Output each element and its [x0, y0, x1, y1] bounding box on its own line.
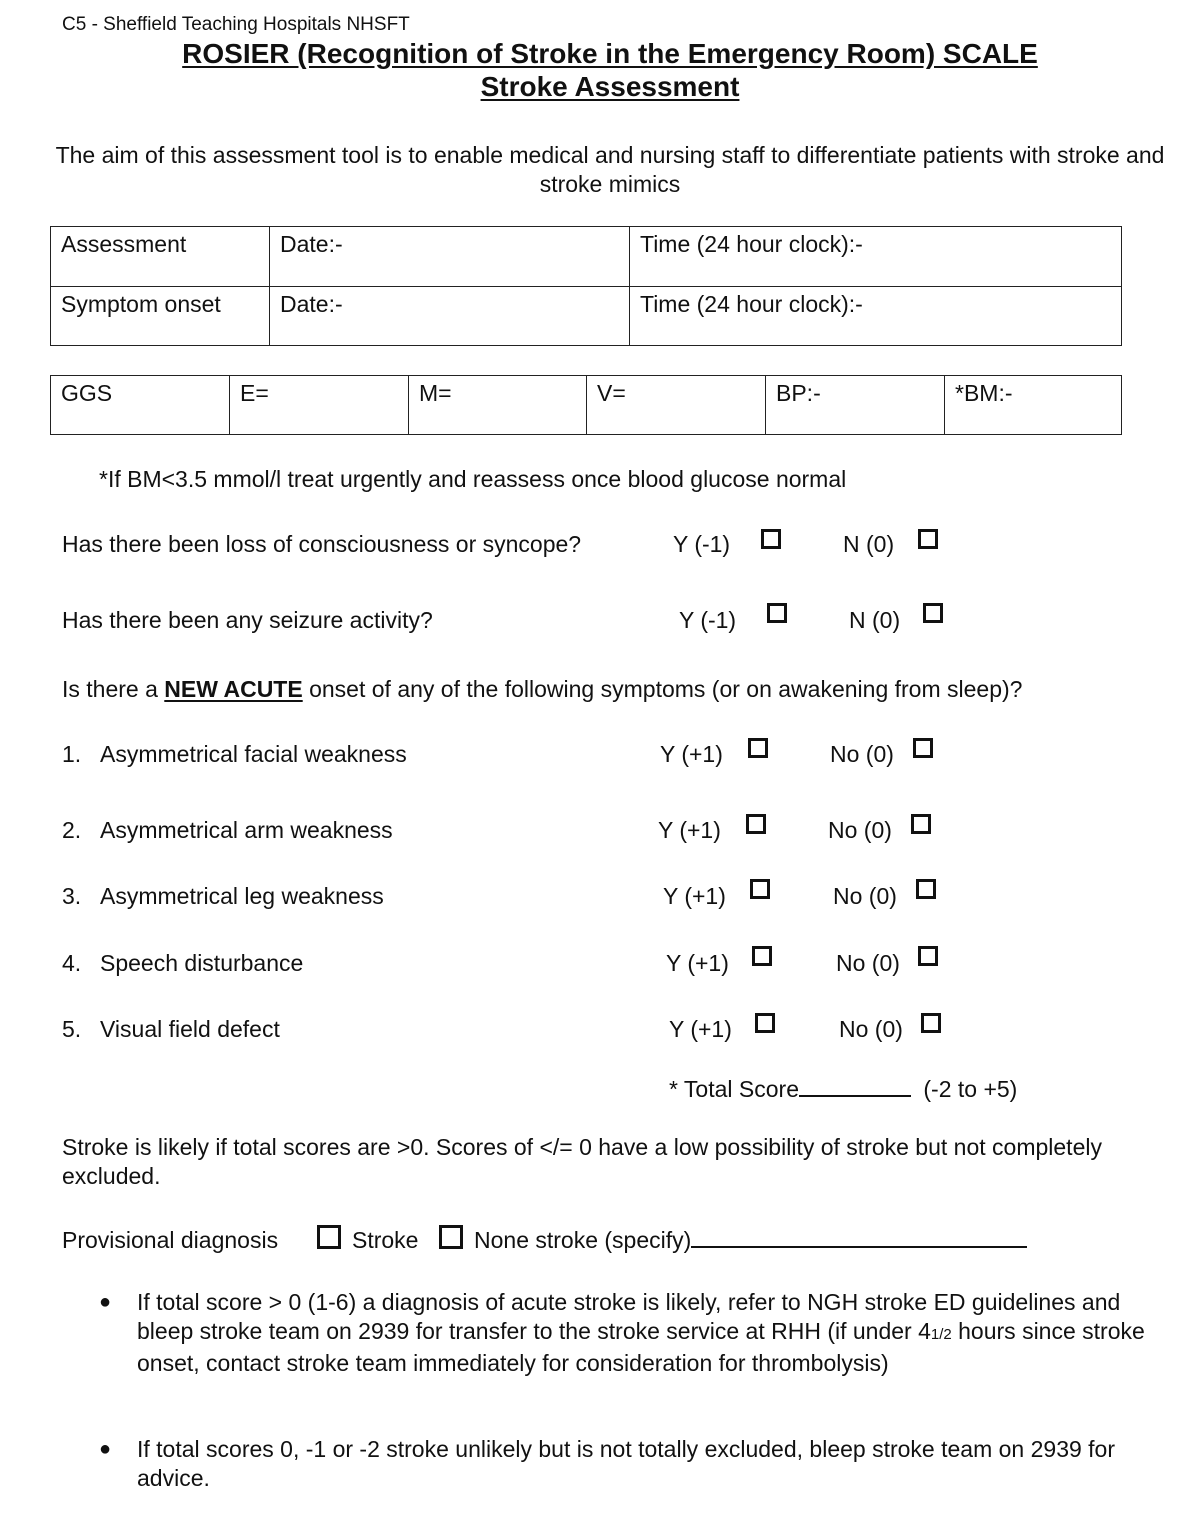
symptom-3-no-label: No (0)	[833, 883, 897, 909]
seizure-yes-label: Y (-1)	[679, 607, 737, 633]
symptom-item	[62, 741, 407, 768]
symptom-number: 3.	[62, 883, 82, 909]
symptom-item	[62, 883, 384, 910]
diagnosis-stroke-checkbox[interactable]	[317, 1225, 341, 1249]
header-organisation: C5 - Sheffield Teaching Hospitals NHSFT	[62, 14, 410, 35]
symptom-1-yes-checkbox[interactable]	[748, 738, 768, 758]
acute-prompt-after: onset of any of the following symptoms (or on awakening from sleep)?	[302, 676, 1023, 702]
consciousness-no-label: N (0)	[843, 531, 895, 557]
vitals-table	[50, 375, 1122, 435]
bullet-1-text-a: If total score > 0 (1-6) a diagnosis of acute stroke is likely, refer to NGH stroke ED guidelines and bleep stroke team on 2939 for transfer to the stroke service at RHH (if under 4	[137, 1289, 1121, 1344]
diagnosis-specify-blank[interactable]	[691, 1228, 1027, 1248]
symptom-5-no-checkbox[interactable]	[921, 1013, 941, 1033]
seizure-no-option[interactable]	[849, 607, 900, 634]
symptom-2-no-label: No (0)	[828, 817, 892, 843]
page-subtitle: Stroke Assessment	[480, 71, 740, 102]
symptom-4-no-option[interactable]	[836, 950, 900, 977]
symptom-number: 1.	[62, 741, 82, 767]
question-consciousness: Has there been loss of consciousness or syncope?	[62, 531, 582, 557]
symptom-text: Asymmetrical arm weakness	[100, 817, 393, 843]
symptom-5-no-option[interactable]	[839, 1016, 903, 1043]
acute-onset-prompt	[62, 676, 1022, 703]
symptom-2-yes-checkbox[interactable]	[746, 814, 766, 834]
onset-time-field[interactable]: Time (24 hour clock):-	[630, 287, 1122, 346]
symptom-4-yes-option[interactable]	[666, 950, 729, 977]
symptom-2-no-checkbox[interactable]	[911, 814, 931, 834]
symptom-text: Asymmetrical leg weakness	[100, 883, 384, 909]
diagnosis-non-stroke-checkbox[interactable]	[439, 1225, 463, 1249]
timing-table	[50, 226, 1122, 346]
blood-glucose-field[interactable]: *BM:-	[945, 376, 1122, 435]
guidance-bullet-1	[137, 1288, 1167, 1378]
consciousness-no-option[interactable]	[843, 531, 894, 558]
symptom-3-no-option[interactable]	[833, 883, 897, 910]
timing-row-onset	[51, 287, 1122, 346]
symptom-3-yes-option[interactable]	[663, 883, 726, 910]
symptom-1-yes-option[interactable]	[660, 741, 723, 768]
symptom-5-yes-label: Y (+1)	[669, 1016, 732, 1042]
onset-date-field[interactable]: Date:-	[270, 287, 630, 346]
symptom-item	[62, 1016, 280, 1043]
onset-label: Symptom onset	[51, 287, 270, 346]
symptom-2-yes-label: Y (+1)	[658, 817, 721, 843]
diagnosis-non-stroke-label	[474, 1227, 1027, 1254]
symptom-4-no-checkbox[interactable]	[918, 946, 938, 966]
acute-prompt-emphasis: NEW ACUTE	[164, 676, 303, 702]
symptom-2-yes-option[interactable]	[658, 817, 721, 844]
diagnosis-non-stroke-text: None stroke (specify)	[474, 1227, 692, 1253]
bullet-icon: ●	[99, 1291, 112, 1313]
blood-pressure-field[interactable]: BP:-	[766, 376, 945, 435]
symptom-4-no-label: No (0)	[836, 950, 900, 976]
symptom-5-yes-option[interactable]	[669, 1016, 732, 1043]
symptom-text: Speech disturbance	[100, 950, 304, 976]
bullet-1-text-b: hours since stroke onset, contact stroke team immediately for consideration for thrombolysis)	[137, 1318, 1145, 1376]
gcs-verbal-field[interactable]: V=	[587, 376, 766, 435]
seizure-no-checkbox[interactable]	[923, 603, 943, 623]
symptom-1-yes-label: Y (+1)	[660, 741, 723, 767]
symptom-5-yes-checkbox[interactable]	[755, 1013, 775, 1033]
vitals-row	[51, 376, 1122, 435]
total-score-label: * Total Score	[669, 1076, 799, 1102]
symptom-item	[62, 950, 304, 977]
symptom-1-no-label: No (0)	[830, 741, 894, 767]
symptom-number: 5.	[62, 1016, 82, 1042]
diagnosis-label: Provisional diagnosis	[62, 1227, 279, 1253]
likely-note: Stroke is likely if total scores are >0. Scores of </= 0 have a low possibility of stroke but not completely excluded.	[62, 1134, 1102, 1189]
symptom-item	[62, 817, 393, 844]
ggs-label: GGS	[51, 376, 230, 435]
symptom-4-yes-label: Y (+1)	[666, 950, 729, 976]
symptom-3-yes-label: Y (+1)	[663, 883, 726, 909]
guidance-bullet-2: If total scores 0, -1 or -2 stroke unlikely but is not totally excluded, bleep stroke team on 2939 for advice.	[137, 1436, 1116, 1491]
assessment-label: Assessment	[51, 227, 270, 287]
consciousness-yes-checkbox[interactable]	[761, 529, 781, 549]
bullet-1-fraction: 1/2	[930, 1326, 952, 1343]
consciousness-yes-option[interactable]	[673, 531, 730, 558]
timing-row-assessment	[51, 227, 1122, 287]
symptom-2-no-option[interactable]	[828, 817, 892, 844]
gcs-eye-field[interactable]: E=	[230, 376, 409, 435]
total-score-blank[interactable]	[799, 1077, 911, 1097]
assessment-time-field[interactable]: Time (24 hour clock):-	[630, 227, 1122, 287]
symptom-3-yes-checkbox[interactable]	[750, 879, 770, 899]
total-score-row	[669, 1076, 1017, 1103]
symptom-5-no-label: No (0)	[839, 1016, 903, 1042]
symptom-4-yes-checkbox[interactable]	[752, 946, 772, 966]
diagnosis-stroke-label: Stroke	[352, 1227, 419, 1253]
symptom-text: Visual field defect	[100, 1016, 280, 1042]
symptom-1-no-checkbox[interactable]	[913, 738, 933, 758]
bm-note: *If BM<3.5 mmol/l treat urgently and reassess once blood glucose normal	[99, 466, 847, 492]
total-score-range: (-2 to +5)	[923, 1076, 1018, 1102]
consciousness-no-checkbox[interactable]	[918, 529, 938, 549]
symptom-text: Asymmetrical facial weakness	[100, 741, 407, 767]
symptom-number: 2.	[62, 817, 82, 843]
question-seizure: Has there been any seizure activity?	[62, 607, 433, 633]
symptom-number: 4.	[62, 950, 82, 976]
page-title: ROSIER (Recognition of Stroke in the Emergency Room) SCALE	[182, 38, 1038, 69]
consciousness-yes-label: Y (-1)	[673, 531, 731, 557]
seizure-yes-option[interactable]	[679, 607, 736, 634]
symptom-1-no-option[interactable]	[830, 741, 894, 768]
seizure-no-label: N (0)	[849, 607, 901, 633]
seizure-yes-checkbox[interactable]	[767, 603, 787, 623]
bullet-icon: ●	[99, 1438, 112, 1460]
gcs-motor-field[interactable]: M=	[409, 376, 587, 435]
intro-text: The aim of this assessment tool is to enable medical and nursing staff to differentiate patients with stroke and stroke mimics	[55, 142, 1165, 197]
acute-prompt-before: Is there a	[62, 676, 165, 702]
symptom-3-no-checkbox[interactable]	[916, 879, 936, 899]
assessment-date-field[interactable]: Date:-	[270, 227, 630, 287]
